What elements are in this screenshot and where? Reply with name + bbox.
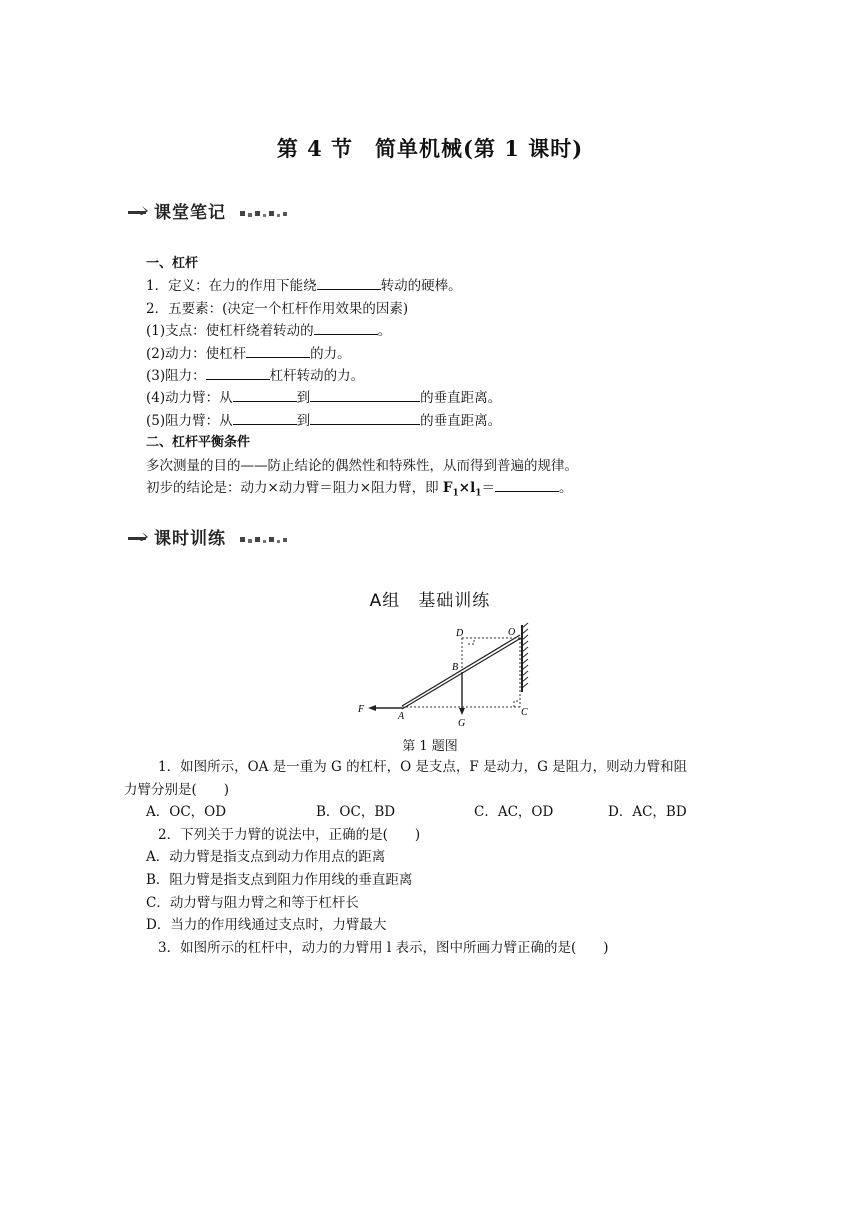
answer-blank[interactable] — [246, 343, 310, 358]
note-effort-arm: (4)动力臂：从 到 的垂直距离。 — [146, 387, 766, 409]
label-b: B — [452, 662, 459, 673]
class-notes — [146, 253, 766, 505]
question-2-text: 2．下列关于力臂的说法中，正确的是( ) — [158, 826, 421, 843]
q2-option-c[interactable]: C．动力臂与阻力臂之和等于杠杆长 — [146, 894, 359, 911]
class-notes-label: 课堂笔记 — [154, 203, 226, 223]
training-banner — [128, 524, 288, 550]
note-effort: (2)动力：使杠杆 的力。 — [146, 343, 766, 365]
class-notes-banner — [128, 198, 288, 224]
answer-blank[interactable] — [206, 365, 270, 380]
figure-caption: 第 1 题图 — [402, 739, 458, 754]
arrow-tab-icon — [128, 202, 150, 216]
answer-blank[interactable] — [233, 387, 297, 402]
dotted-guides — [402, 638, 520, 707]
question-list — [124, 756, 786, 959]
force-arrow-icon — [368, 705, 376, 711]
decorative-dots-icon — [240, 209, 290, 219]
weight-arrow-icon — [459, 708, 465, 715]
lever-diagram — [352, 622, 542, 732]
note-five-elements: 2．五要素：(决定一个杠杆作用效果的因素) — [146, 300, 409, 317]
label-f: F — [358, 704, 365, 715]
label-d: D — [456, 628, 464, 639]
note-purpose: 多次测量的目的——防止结论的偶然性和特殊性，从而得到普遍的规律。 — [146, 457, 578, 474]
training-label: 课时训练 — [154, 529, 226, 549]
q1-option-a[interactable]: A．OC，OD — [146, 804, 227, 821]
q2-option-a[interactable]: A．动力臂是指支点到动力作用点的距离 — [146, 849, 386, 866]
q2-option-b[interactable]: B．阻力臂是指支点到阻力作用线的垂直距离 — [146, 871, 413, 888]
answer-blank[interactable] — [314, 320, 378, 335]
answer-blank[interactable] — [317, 275, 381, 290]
note-resistance-arm: (5)阻力臂：从 到 的垂直距离。 — [146, 410, 766, 432]
page-title: 第 4 节 简单机械(第 1 课时) — [276, 136, 584, 161]
label-a: A — [398, 711, 405, 722]
question-1-options — [146, 801, 786, 824]
label-c: C — [521, 707, 528, 718]
arrow-tab-icon — [128, 528, 150, 542]
answer-blank[interactable] — [310, 410, 420, 425]
note-definition: 1．定义：在力的作用下能绕 转动的硬棒。 — [146, 275, 766, 297]
section-balance-heading: 二、杠杆平衡条件 — [146, 435, 251, 451]
note-resistance: (3)阻力： 杠杆转动的力。 — [146, 365, 766, 387]
q1-option-d[interactable]: D．AC，BD — [608, 804, 687, 821]
question-3-text: 3．如图所示的杠杆中，动力的力臂用 l 表示，图中所画力臂正确的是( ) — [158, 939, 609, 956]
group-a-title: A组 基础训练 — [369, 591, 491, 611]
question-1-text-cont: 力臂分别是( ) — [124, 781, 230, 798]
q1-option-c[interactable]: C．AC，OD — [474, 804, 554, 821]
decorative-dots-icon — [240, 535, 290, 545]
label-o: O — [508, 627, 516, 638]
label-g: G — [458, 718, 466, 729]
q2-option-d[interactable]: D．当力的作用线通过支点时，力臂最大 — [146, 917, 387, 934]
question-1-text: 1．如图所示，OA 是一重为 G 的杠杆，O 是支点，F 是动力，G 是阻力，则动力臂和阻 — [158, 759, 688, 775]
q1-option-b[interactable]: B．OC，BD — [316, 804, 396, 821]
answer-blank[interactable] — [495, 477, 559, 492]
note-conclusion: 初步的结论是：动力×动力臂＝阻力×阻力臂，即 $F_1\times l_1=$ 。 — [146, 477, 766, 505]
answer-blank[interactable] — [310, 387, 420, 402]
answer-blank[interactable] — [233, 410, 297, 425]
note-fulcrum: (1)支点：使杠杆绕着转动的 。 — [146, 320, 766, 342]
section-lever-heading: 一、杠杆 — [146, 256, 199, 271]
